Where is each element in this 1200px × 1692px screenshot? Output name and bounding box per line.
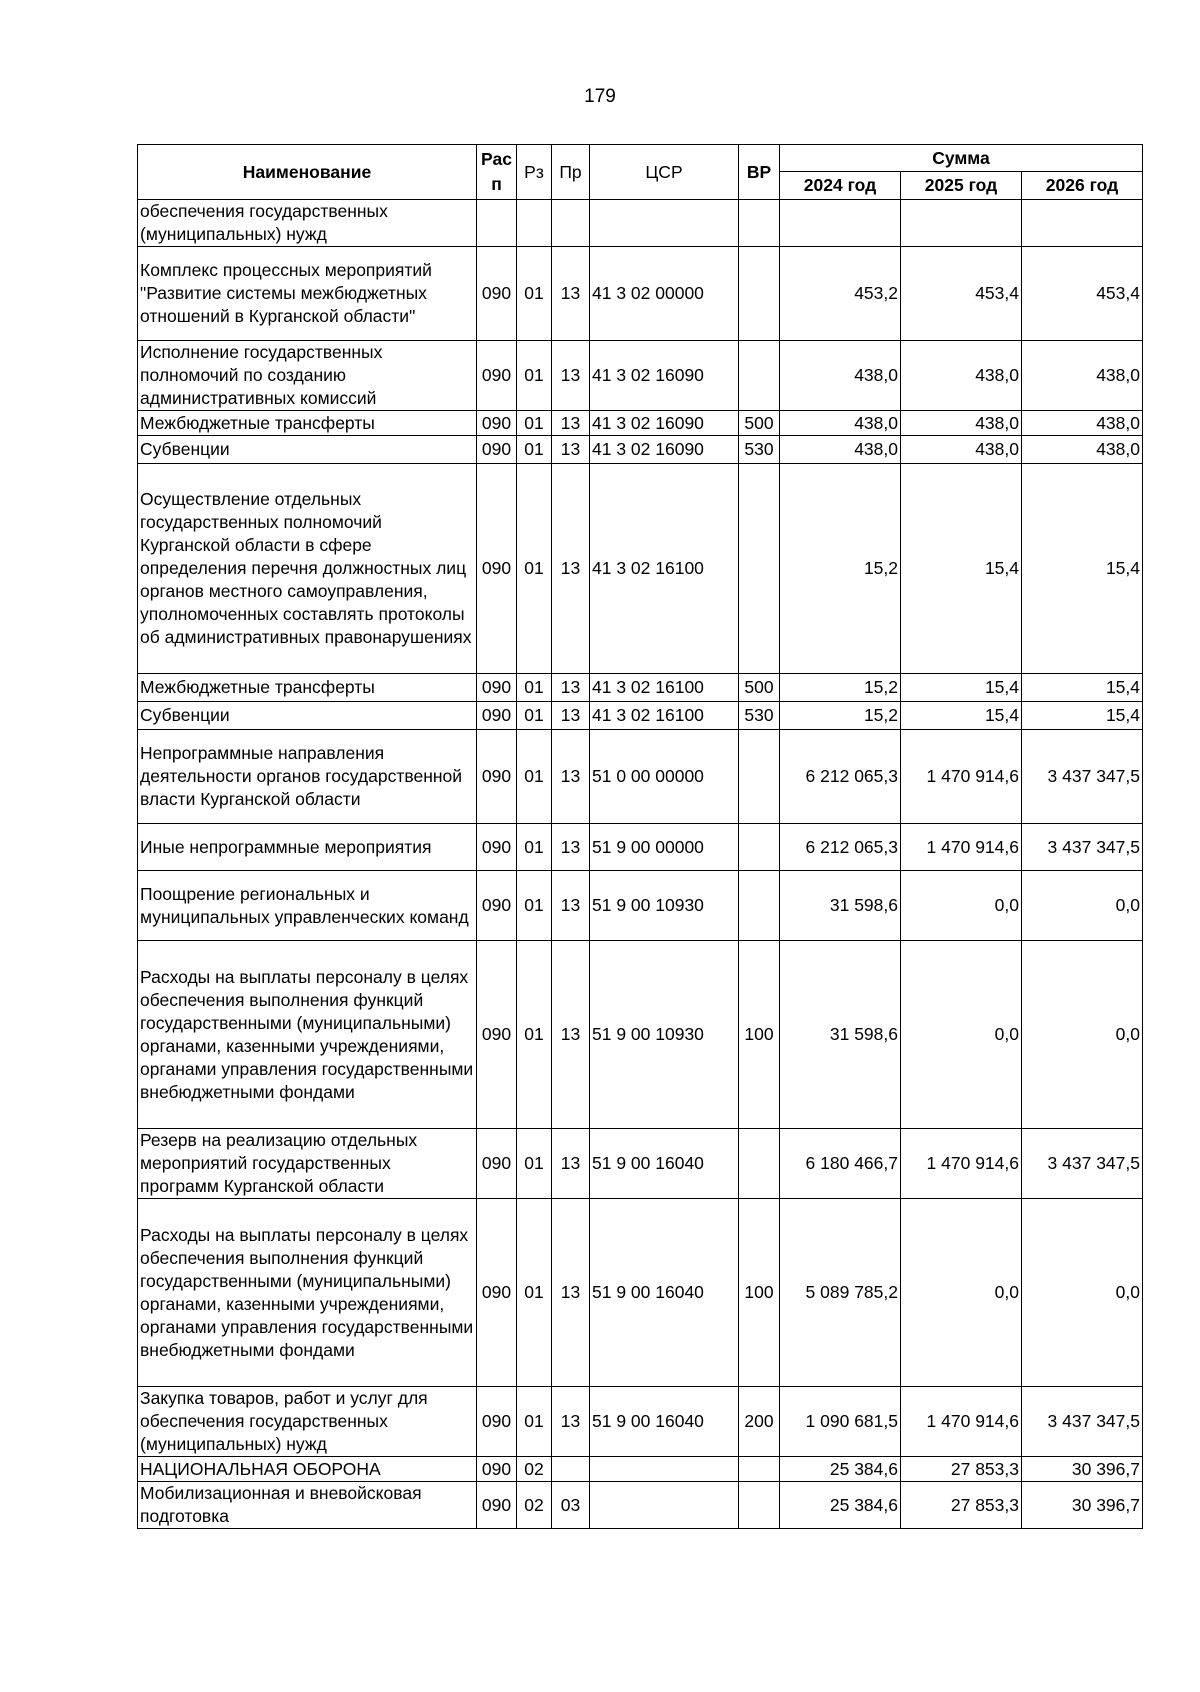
- row-rz: 01: [517, 871, 552, 941]
- header-2025: 2025 год: [901, 172, 1022, 200]
- row-vr: 200: [739, 1387, 780, 1457]
- row-pr: 13: [552, 674, 590, 702]
- row-csr: 51 9 00 10930: [590, 941, 739, 1129]
- row-vr: 500: [739, 411, 780, 436]
- row-rz: 01: [517, 824, 552, 871]
- row-vr: 530: [739, 436, 780, 464]
- row-vr: [739, 1457, 780, 1482]
- row-csr: [590, 200, 739, 247]
- row-sum-2024: 6 180 466,7: [780, 1129, 901, 1199]
- row-name: Осуществление отдельных государственных полномочий Курганской области в сфере определения перечня должностных лиц органов местного самоуправления, уполномоченных составлять протоколы об административных правонарушениях: [138, 464, 477, 674]
- row-pr: 13: [552, 247, 590, 341]
- row-sum-2025: 0,0: [901, 1199, 1022, 1387]
- table-row: [138, 247, 1143, 341]
- row-sum-2025: 1 470 914,6: [901, 1129, 1022, 1199]
- row-rz: 01: [517, 341, 552, 411]
- row-sum-2026: 15,4: [1022, 674, 1143, 702]
- header-rz: Рз: [517, 145, 552, 200]
- row-csr: 41 3 02 16090: [590, 341, 739, 411]
- row-sum-2024: 25 384,6: [780, 1482, 901, 1529]
- row-csr: 41 3 02 16100: [590, 702, 739, 730]
- row-sum-2024: 15,2: [780, 702, 901, 730]
- row-rasp: 090: [477, 674, 517, 702]
- header-name: Наименование: [138, 145, 477, 200]
- row-sum-2024: 438,0: [780, 341, 901, 411]
- row-sum-2024: 25 384,6: [780, 1457, 901, 1482]
- row-rz: 01: [517, 674, 552, 702]
- row-name: Комплекс процессных мероприятий "Развитие системы межбюджетных отношений в Курганской области": [138, 247, 477, 341]
- row-vr: [739, 730, 780, 824]
- row-sum-2026: 3 437 347,5: [1022, 1129, 1143, 1199]
- row-rz: 02: [517, 1457, 552, 1482]
- row-sum-2026: 438,0: [1022, 411, 1143, 436]
- row-csr: 51 9 00 00000: [590, 824, 739, 871]
- row-rasp: 090: [477, 1457, 517, 1482]
- row-pr: 13: [552, 464, 590, 674]
- row-sum-2026: 453,4: [1022, 247, 1143, 341]
- row-pr: 13: [552, 702, 590, 730]
- row-sum-2025: 27 853,3: [901, 1457, 1022, 1482]
- row-sum-2026: 0,0: [1022, 1199, 1143, 1387]
- row-vr: [739, 1129, 780, 1199]
- header-2024: 2024 год: [780, 172, 901, 200]
- row-rasp: 090: [477, 702, 517, 730]
- row-sum-2025: 438,0: [901, 341, 1022, 411]
- row-rasp: [477, 200, 517, 247]
- row-csr: 51 9 00 16040: [590, 1387, 739, 1457]
- row-rz: 01: [517, 1199, 552, 1387]
- row-name: Межбюджетные трансферты: [138, 674, 477, 702]
- row-vr: [739, 464, 780, 674]
- row-sum-2024: 453,2: [780, 247, 901, 341]
- table-row: [138, 1457, 1143, 1482]
- row-sum-2026: 3 437 347,5: [1022, 730, 1143, 824]
- row-name: Расходы на выплаты персоналу в целях обеспечения выполнения функций государственными (муниципальными) органами, казенными учреждениями, органами управления государственными внебюджетными фондами: [138, 1199, 477, 1387]
- row-sum-2026: 30 396,7: [1022, 1482, 1143, 1529]
- table-row: [138, 1482, 1143, 1529]
- row-rasp: 090: [477, 1129, 517, 1199]
- row-sum-2026: 30 396,7: [1022, 1457, 1143, 1482]
- row-csr: 51 9 00 10930: [590, 871, 739, 941]
- row-sum-2025: 15,4: [901, 464, 1022, 674]
- header-rasp: Рас п: [477, 145, 517, 200]
- row-pr: 13: [552, 411, 590, 436]
- row-sum-2026: 438,0: [1022, 341, 1143, 411]
- row-name: Мобилизационная и вневойсковая подготовка: [138, 1482, 477, 1529]
- row-sum-2025: 1 470 914,6: [901, 824, 1022, 871]
- row-sum-2025: 0,0: [901, 871, 1022, 941]
- row-pr: 13: [552, 871, 590, 941]
- row-sum-2026: 0,0: [1022, 941, 1143, 1129]
- budget-table: [137, 144, 1143, 1529]
- row-rz: 01: [517, 411, 552, 436]
- row-csr: 41 3 02 16090: [590, 411, 739, 436]
- row-sum-2025: 438,0: [901, 436, 1022, 464]
- row-pr: [552, 200, 590, 247]
- header-sum: Сумма: [780, 145, 1143, 172]
- row-sum-2024: 6 212 065,3: [780, 824, 901, 871]
- row-csr: [590, 1457, 739, 1482]
- table-row: [138, 871, 1143, 941]
- row-rz: 01: [517, 1387, 552, 1457]
- row-sum-2026: 3 437 347,5: [1022, 824, 1143, 871]
- table-row: [138, 341, 1143, 411]
- row-rasp: 090: [477, 1482, 517, 1529]
- row-csr: [590, 1482, 739, 1529]
- row-vr: 500: [739, 674, 780, 702]
- table-row: [138, 200, 1143, 247]
- row-rz: 01: [517, 1129, 552, 1199]
- row-pr: 13: [552, 730, 590, 824]
- row-name: Резерв на реализацию отдельных мероприятий государственных программ Курганской области: [138, 1129, 477, 1199]
- row-sum-2025: 15,4: [901, 702, 1022, 730]
- table-row: [138, 702, 1143, 730]
- row-sum-2025: 27 853,3: [901, 1482, 1022, 1529]
- table-row: [138, 1129, 1143, 1199]
- row-sum-2024: 438,0: [780, 436, 901, 464]
- row-rasp: 090: [477, 341, 517, 411]
- table-row: [138, 464, 1143, 674]
- row-vr: 100: [739, 941, 780, 1129]
- row-sum-2024: 31 598,6: [780, 941, 901, 1129]
- row-csr: 41 3 02 16100: [590, 464, 739, 674]
- row-sum-2026: 15,4: [1022, 464, 1143, 674]
- row-pr: 13: [552, 1129, 590, 1199]
- row-sum-2024: 15,2: [780, 464, 901, 674]
- row-name: Расходы на выплаты персоналу в целях обеспечения выполнения функций государственными (муниципальными) органами, казенными учреждениями, органами управления государственными внебюджетными фондами: [138, 941, 477, 1129]
- row-vr: [739, 341, 780, 411]
- row-name: Непрограммные направления деятельности органов государственной власти Курганской области: [138, 730, 477, 824]
- row-rz: 01: [517, 730, 552, 824]
- row-vr: [739, 824, 780, 871]
- row-pr: 13: [552, 941, 590, 1129]
- row-sum-2025: 15,4: [901, 674, 1022, 702]
- table-row: [138, 674, 1143, 702]
- row-name: Субвенции: [138, 702, 477, 730]
- row-name: обеспечения государственных (муниципальных) нужд: [138, 200, 477, 247]
- row-sum-2025: 438,0: [901, 411, 1022, 436]
- row-sum-2026: 15,4: [1022, 702, 1143, 730]
- row-sum-2024: 5 089 785,2: [780, 1199, 901, 1387]
- table-row: [138, 411, 1143, 436]
- page-number: 179: [584, 86, 616, 107]
- row-rz: 01: [517, 941, 552, 1129]
- table-row: [138, 436, 1143, 464]
- row-rz: 01: [517, 436, 552, 464]
- header-vr: ВР: [739, 145, 780, 200]
- row-vr: 530: [739, 702, 780, 730]
- table-row: [138, 1387, 1143, 1457]
- row-sum-2024: 15,2: [780, 674, 901, 702]
- header-pr: Пр: [552, 145, 590, 200]
- row-sum-2024: [780, 200, 901, 247]
- row-sum-2026: [1022, 200, 1143, 247]
- row-sum-2024: 6 212 065,3: [780, 730, 901, 824]
- row-rasp: 090: [477, 436, 517, 464]
- row-vr: [739, 200, 780, 247]
- table-row: [138, 1199, 1143, 1387]
- row-rz: 01: [517, 464, 552, 674]
- row-name: НАЦИОНАЛЬНАЯ ОБОРОНА: [138, 1457, 477, 1482]
- row-pr: [552, 1457, 590, 1482]
- row-csr: 51 9 00 16040: [590, 1129, 739, 1199]
- row-sum-2024: 31 598,6: [780, 871, 901, 941]
- header-2026: 2026 год: [1022, 172, 1143, 200]
- table-row: [138, 730, 1143, 824]
- row-pr: 13: [552, 1199, 590, 1387]
- row-name: Закупка товаров, работ и услуг для обеспечения государственных (муниципальных) нужд: [138, 1387, 477, 1457]
- row-sum-2026: 438,0: [1022, 436, 1143, 464]
- row-csr: 51 0 00 00000: [590, 730, 739, 824]
- row-vr: 100: [739, 1199, 780, 1387]
- row-pr: 03: [552, 1482, 590, 1529]
- row-name: Исполнение государственных полномочий по созданию административных комиссий: [138, 341, 477, 411]
- row-rasp: 090: [477, 824, 517, 871]
- row-sum-2025: [901, 200, 1022, 247]
- row-name: Межбюджетные трансферты: [138, 411, 477, 436]
- row-name: Поощрение региональных и муниципальных управленческих команд: [138, 871, 477, 941]
- row-name: Субвенции: [138, 436, 477, 464]
- row-rasp: 090: [477, 411, 517, 436]
- header-csr: ЦСР: [590, 145, 739, 200]
- row-rasp: 090: [477, 464, 517, 674]
- row-csr: 41 3 02 16100: [590, 674, 739, 702]
- row-rz: 02: [517, 1482, 552, 1529]
- table-row: [138, 824, 1143, 871]
- row-name: Иные непрограммные мероприятия: [138, 824, 477, 871]
- row-pr: 13: [552, 436, 590, 464]
- row-sum-2025: 1 470 914,6: [901, 730, 1022, 824]
- row-rz: 01: [517, 247, 552, 341]
- table-row: [138, 941, 1143, 1129]
- row-rasp: 090: [477, 730, 517, 824]
- row-rz: 01: [517, 702, 552, 730]
- row-sum-2024: 438,0: [780, 411, 901, 436]
- row-sum-2025: 453,4: [901, 247, 1022, 341]
- row-sum-2025: 0,0: [901, 941, 1022, 1129]
- row-csr: 41 3 02 16090: [590, 436, 739, 464]
- row-sum-2025: 1 470 914,6: [901, 1387, 1022, 1457]
- row-pr: 13: [552, 1387, 590, 1457]
- row-pr: 13: [552, 341, 590, 411]
- row-sum-2024: 1 090 681,5: [780, 1387, 901, 1457]
- row-rasp: 090: [477, 1199, 517, 1387]
- row-rasp: 090: [477, 1387, 517, 1457]
- row-csr: 41 3 02 00000: [590, 247, 739, 341]
- row-rz: [517, 200, 552, 247]
- row-pr: 13: [552, 824, 590, 871]
- row-csr: 51 9 00 16040: [590, 1199, 739, 1387]
- row-rasp: 090: [477, 871, 517, 941]
- row-vr: [739, 1482, 780, 1529]
- row-sum-2026: 0,0: [1022, 871, 1143, 941]
- row-rasp: 090: [477, 941, 517, 1129]
- row-vr: [739, 871, 780, 941]
- row-vr: [739, 247, 780, 341]
- row-sum-2026: 3 437 347,5: [1022, 1387, 1143, 1457]
- row-rasp: 090: [477, 247, 517, 341]
